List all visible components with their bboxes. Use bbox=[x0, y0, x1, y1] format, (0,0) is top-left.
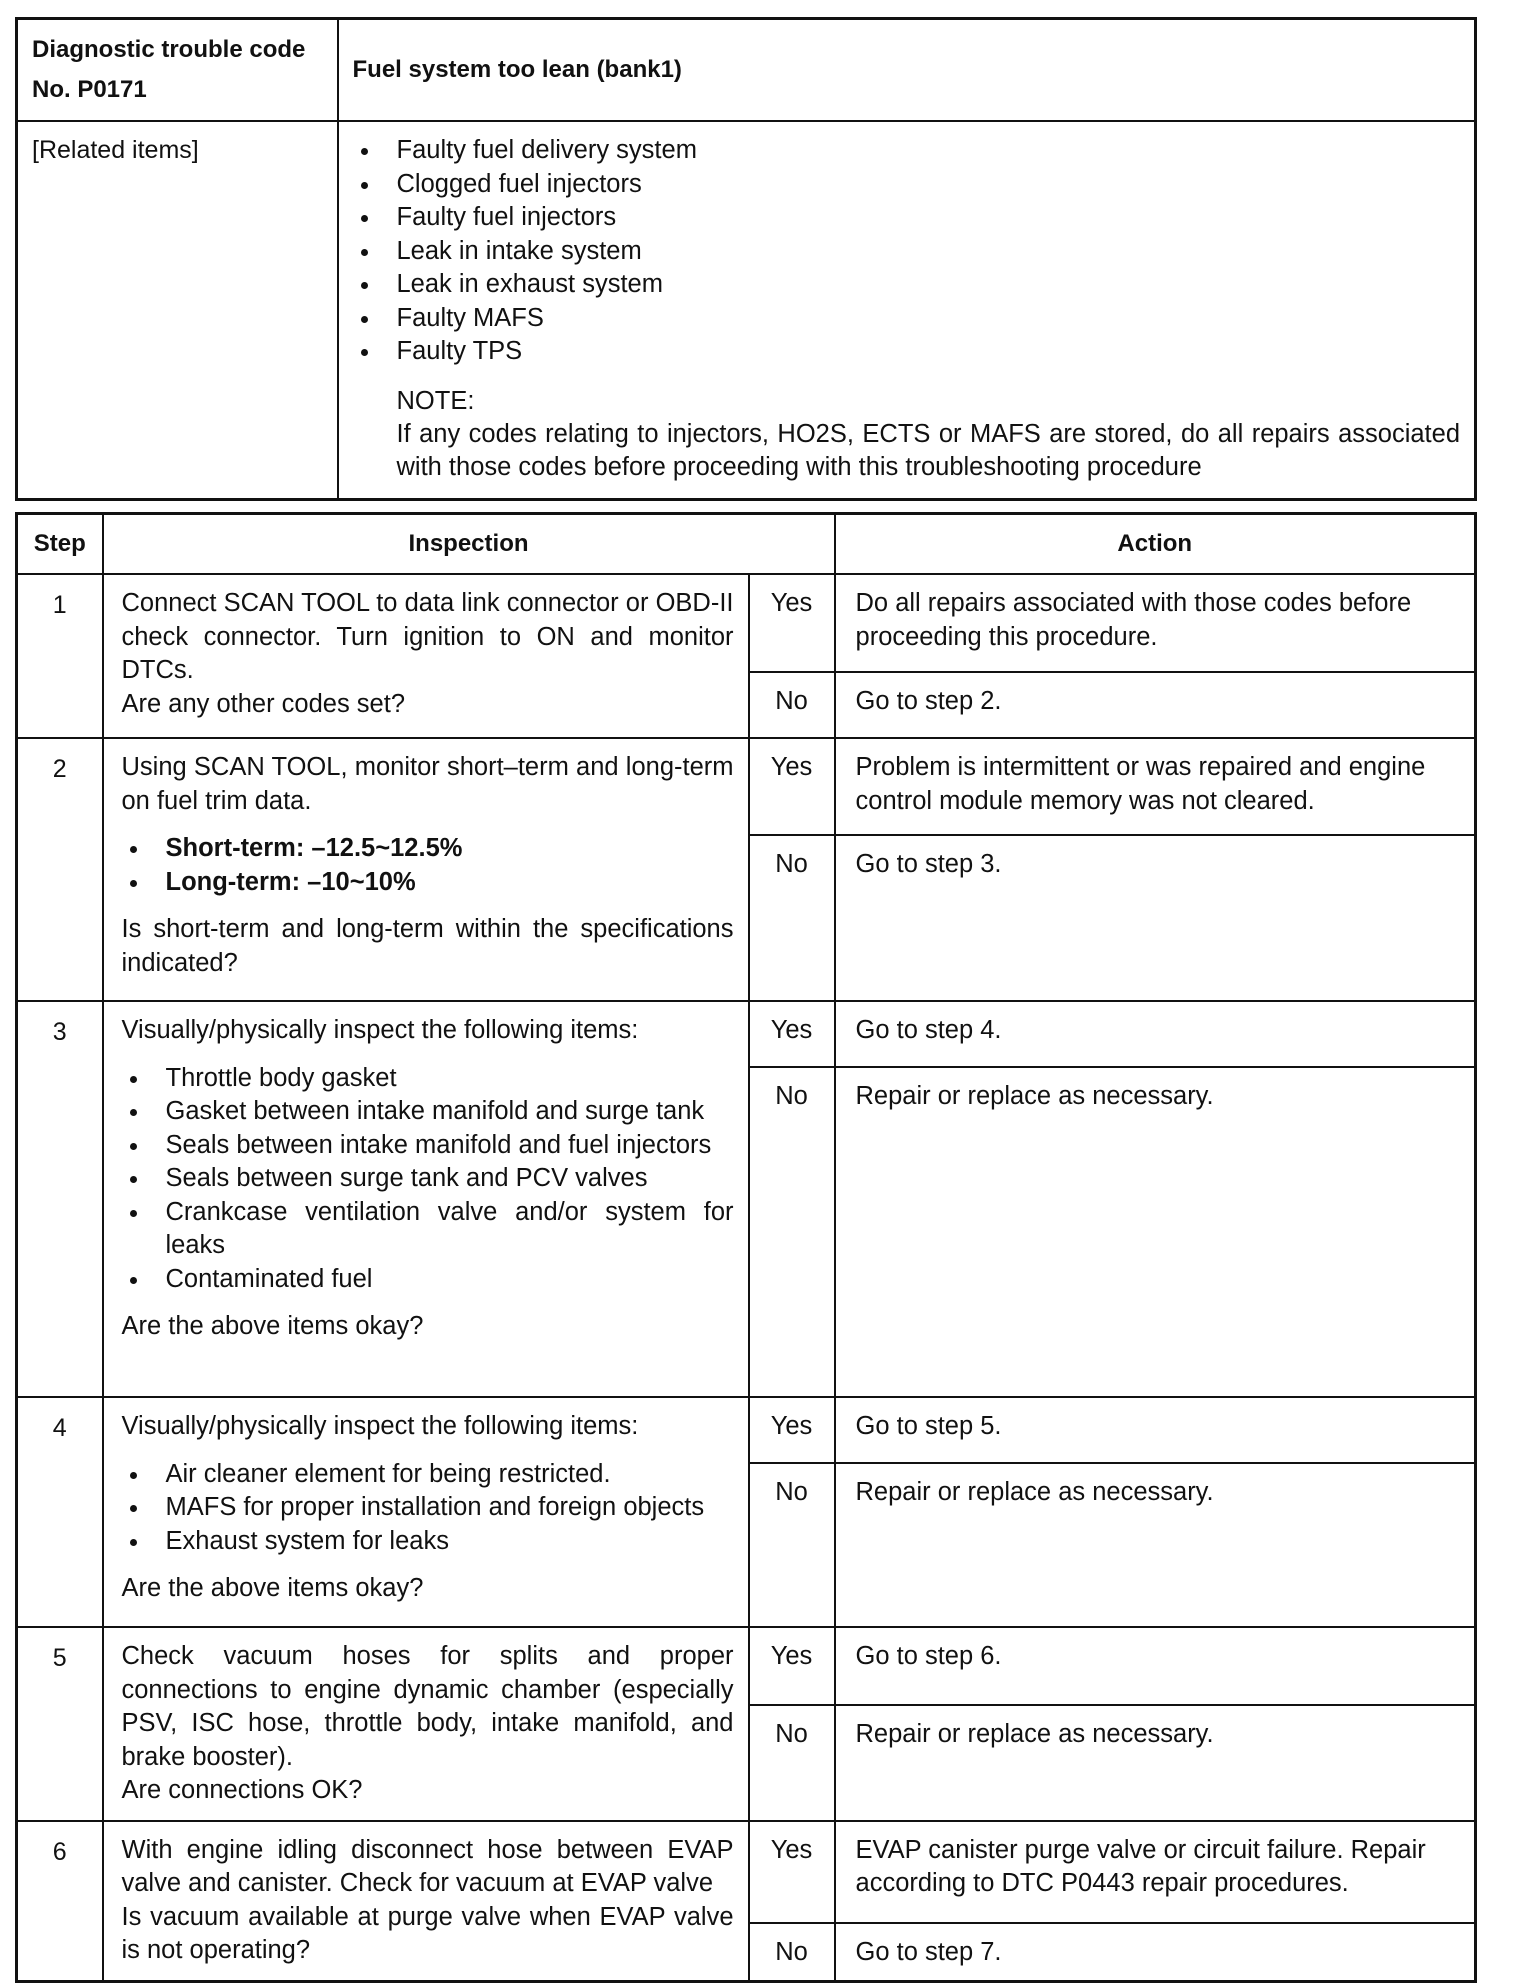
yes-label: Yes bbox=[749, 1627, 835, 1705]
yes-action: Do all repairs associated with those codes before proceeding this procedure. bbox=[835, 574, 1476, 672]
step-intro: Visually/physically inspect the following items: bbox=[121, 1016, 639, 1044]
list-item: Faulty fuel injectors bbox=[353, 201, 1461, 235]
table-row bbox=[17, 738, 1476, 835]
step-number: 5 bbox=[17, 1627, 103, 1821]
list-item: Leak in intake system bbox=[353, 235, 1461, 269]
no-action: Repair or replace as necessary. bbox=[835, 1067, 1476, 1397]
list-item: Faulty fuel delivery system bbox=[353, 134, 1461, 168]
step-inspection bbox=[103, 574, 749, 738]
list-item: Faulty MAFS bbox=[353, 302, 1461, 336]
step-intro: Connect SCAN TOOL to data link connector or OBD-II check connector. Turn ignition to ON and monitor DTCs. bbox=[121, 589, 734, 684]
no-label: No bbox=[749, 835, 835, 1001]
yes-action: Go to step 4. bbox=[835, 1001, 1476, 1067]
inspect-list bbox=[122, 1458, 734, 1559]
step-inspection bbox=[103, 1397, 749, 1627]
no-action: Repair or replace as necessary. bbox=[835, 1463, 1476, 1627]
no-action: Repair or replace as necessary. bbox=[835, 1705, 1476, 1821]
no-action: Go to step 2. bbox=[835, 672, 1476, 738]
table-row bbox=[17, 574, 1476, 672]
list-item: Gasket between intake manifold and surge tank bbox=[122, 1095, 734, 1129]
step-question: Is short-term and long-term within the specifications indicated? bbox=[121, 915, 734, 977]
related-items-list bbox=[353, 134, 1461, 369]
note-block bbox=[353, 385, 1461, 484]
step-question: Are connections OK? bbox=[121, 1776, 363, 1804]
step-intro: With engine idling disconnect hose between EVAP valve and canister. Check for vacuum at EVAP valve bbox=[121, 1835, 734, 1897]
no-label: No bbox=[749, 1923, 835, 1981]
spec-list bbox=[122, 832, 734, 899]
step-number: 3 bbox=[17, 1001, 103, 1397]
list-item: Seals between surge tank and PCV valves bbox=[122, 1162, 734, 1196]
table-row bbox=[17, 1821, 1476, 1924]
column-header-action: Action bbox=[835, 514, 1476, 575]
list-item: Faulty TPS bbox=[353, 335, 1461, 369]
no-label: No bbox=[749, 672, 835, 738]
yes-label: Yes bbox=[749, 1821, 835, 1924]
inspect-list bbox=[122, 1062, 734, 1297]
yes-label: Yes bbox=[749, 738, 835, 835]
dtc-code-cell bbox=[17, 19, 338, 122]
step-inspection bbox=[103, 738, 749, 1001]
step-question: Is vacuum available at purge valve when EVAP valve is not operating? bbox=[121, 1902, 734, 1964]
table-row bbox=[17, 1627, 1476, 1705]
no-action: Go to step 7. bbox=[835, 1923, 1476, 1981]
list-item: Leak in exhaust system bbox=[353, 268, 1461, 302]
yes-label: Yes bbox=[749, 1001, 835, 1067]
list-item: Short-term: –12.5~12.5% bbox=[122, 832, 734, 866]
list-item: Contaminated fuel bbox=[122, 1263, 734, 1297]
step-question: Are the above items okay? bbox=[121, 1574, 424, 1602]
note-text: If any codes relating to injectors, HO2S, ECTS or MAFS are stored, do all repairs associated with those codes before proceeding with this troubleshooting procedure bbox=[396, 419, 1460, 481]
dtc-header-table bbox=[15, 17, 1477, 501]
list-item: MAFS for proper installation and foreign objects bbox=[122, 1491, 734, 1525]
no-label: No bbox=[749, 1705, 835, 1821]
list-item: Long-term: –10~10% bbox=[122, 866, 734, 900]
yes-action: Go to step 6. bbox=[835, 1627, 1476, 1705]
related-items-label: [Related items] bbox=[17, 121, 338, 499]
troubleshooting-steps-table bbox=[15, 512, 1477, 1983]
no-label: No bbox=[749, 1463, 835, 1627]
step-intro: Check vacuum hoses for splits and proper connections to engine dynamic chamber (especially PSV, ISC hose, throttle body, intake manifold, and brake booster). bbox=[121, 1642, 734, 1771]
step-number: 2 bbox=[17, 738, 103, 1001]
note-label: NOTE: bbox=[396, 386, 475, 415]
no-label: No bbox=[749, 1067, 835, 1397]
list-item: Seals between intake manifold and fuel injectors bbox=[122, 1129, 734, 1163]
list-item: Air cleaner element for being restricted. bbox=[122, 1458, 734, 1492]
step-intro: Using SCAN TOOL, monitor short–term and long-term on fuel trim data. bbox=[121, 753, 734, 815]
yes-label: Yes bbox=[749, 1397, 835, 1463]
dtc-code-label: Diagnostic trouble code bbox=[32, 36, 306, 63]
step-number: 1 bbox=[17, 574, 103, 738]
list-item: Crankcase ventilation valve and/or system for leaks bbox=[122, 1196, 734, 1263]
step-number: 4 bbox=[17, 1397, 103, 1627]
dtc-code-number: No. P0171 bbox=[32, 76, 147, 103]
yes-action: EVAP canister purge valve or circuit failure. Repair according to DTC P0443 repair procedures. bbox=[835, 1821, 1476, 1924]
yes-label: Yes bbox=[749, 574, 835, 672]
list-item: Exhaust system for leaks bbox=[122, 1525, 734, 1559]
step-intro: Visually/physically inspect the following items: bbox=[121, 1412, 639, 1440]
step-number: 6 bbox=[17, 1821, 103, 1982]
list-item: Throttle body gasket bbox=[122, 1062, 734, 1096]
no-action: Go to step 3. bbox=[835, 835, 1476, 1001]
table-row bbox=[17, 1397, 1476, 1463]
step-inspection bbox=[103, 1627, 749, 1821]
step-question: Are any other codes set? bbox=[121, 689, 406, 718]
column-header-step: Step bbox=[17, 514, 103, 575]
yes-action: Problem is intermittent or was repaired and engine control module memory was not cleared. bbox=[835, 738, 1476, 835]
dtc-title: Fuel system too lean (bank1) bbox=[338, 19, 1476, 122]
related-items-cell bbox=[338, 121, 1476, 499]
step-question: Are the above items okay? bbox=[121, 1312, 424, 1340]
list-item: Clogged fuel injectors bbox=[353, 168, 1461, 202]
step-inspection bbox=[103, 1001, 749, 1397]
column-header-inspection: Inspection bbox=[103, 514, 835, 575]
step-inspection bbox=[103, 1821, 749, 1982]
table-row bbox=[17, 1001, 1476, 1067]
yes-action: Go to step 5. bbox=[835, 1397, 1476, 1463]
